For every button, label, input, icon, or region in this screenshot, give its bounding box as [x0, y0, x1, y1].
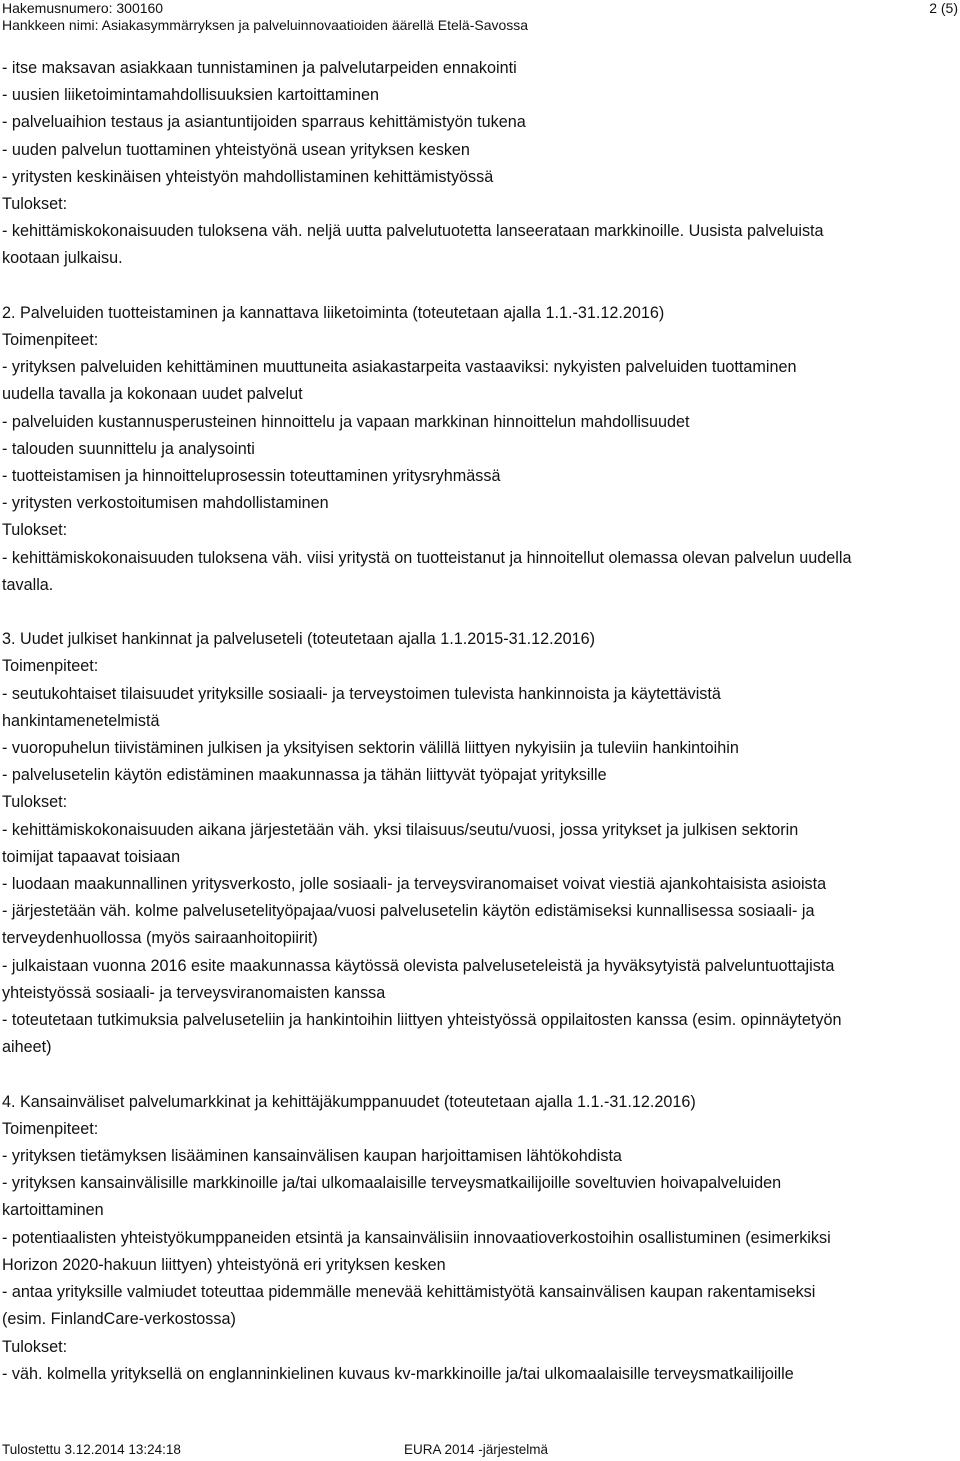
list-item-continuation: kartoittaminen	[2, 1201, 104, 1220]
subsection-label: Tulokset:	[2, 793, 68, 812]
paragraph-gap	[2, 1061, 960, 1088]
list-item: - kehittämiskokonaisuuden tuloksena väh. viisi yritystä on tuotteistanut ja hinnoitellut olemassa olevan palvelun uudella	[2, 548, 852, 567]
list-item-continuation: (esim. FinlandCare-verkostossa)	[2, 1310, 236, 1329]
list-item: - väh. kolmella yrityksellä on englanninkielinen kuvaus kv-markkinoille ja/tai ulkomaalaisille terveysmatkailijoille	[2, 1364, 794, 1383]
list-item: - luodaan maakunnallinen yritysverkosto, jolle sosiaali- ja terveysviranomaiset voivat viestiä ajankohtaisista asioista	[2, 875, 827, 894]
list-item: - uuden palvelun tuottaminen yhteistyönä usean yrityksen kesken	[2, 140, 470, 159]
list-item: - yrityksen tietämyksen lisääminen kansainvälisen kaupan harjoittamisen lähtökohdista	[2, 1147, 622, 1166]
system-name: EURA 2014 -järjestelmä	[404, 1442, 549, 1457]
list-item: - järjestetään väh. kolme palvelusetelityöpajaa/vuosi palvelusetelin käytön edistämiseksi kunnallisessa sosiaali- ja	[2, 902, 815, 921]
list-item: - tuotteistamisen ja hinnoitteluprosessin toteuttaminen yritysryhmässä	[2, 467, 501, 486]
subsection-label: Tulokset:	[2, 1337, 68, 1356]
list-item-continuation: toimijat tapaavat toisiaan	[2, 847, 181, 866]
section-heading: 3. Uudet julkiset hankinnat ja palveluseteli (toteutetaan ajalla 1.1.2015-31.12.2016)	[2, 630, 596, 649]
list-item: - antaa yrityksille valmiudet toteuttaa pidemmälle menevää kehittämistyötä kansainvälisen kaupan rakentamiseksi	[2, 1283, 816, 1302]
list-item: - yrityksen palveluiden kehittäminen muuttuneita asiakastarpeita vastaaviksi: nykyisten palveluiden tuottaminen	[2, 358, 797, 377]
list-item: - yritysten verkostoitumisen mahdollistaminen	[2, 494, 329, 513]
paragraph-gap	[2, 599, 960, 626]
list-item: - potentiaalisten yhteistyökumppaneiden etsintä ja kansainvälisiin innovaatioverkostoihin osallistuminen (esimerkiksi	[2, 1228, 831, 1247]
list-item: - kehittämiskokonaisuuden aikana järjestetään väh. yksi tilaisuus/seutu/vuosi, jossa yritykset ja julkisen sektorin	[2, 820, 799, 839]
paragraph-gap	[2, 273, 960, 300]
subsection-label: Toimenpiteet:	[2, 331, 99, 350]
list-item-continuation: kootaan julkaisu.	[2, 249, 123, 268]
list-item-continuation: uudella tavalla ja kokonaan uudet palvelut	[2, 385, 303, 404]
application-number: Hakemusnumero: 300160	[2, 0, 164, 16]
list-item-continuation: hankintamenetelmistä	[2, 711, 160, 730]
subsection-label: Toimenpiteet:	[2, 1119, 99, 1138]
list-item: - toteutetaan tutkimuksia palveluseteliin ja hankintoihin liittyen yhteistyössä oppilaitosten kanssa (esim. opinnäytetyön	[2, 1011, 842, 1030]
list-item: - palveluaihion testaus ja asiantuntijoiden sparraus kehittämistyön tukena	[2, 113, 526, 132]
list-item: - vuoropuhelun tiivistäminen julkisen ja yksityisen sektorin välillä liittyen nykyisiin ja tuleviin hankintoihin	[2, 739, 739, 758]
list-item: - yritysten keskinäisen yhteistyön mahdollistaminen kehittämistyössä	[2, 167, 494, 186]
list-item-continuation: terveydenhuollossa (myös sairaanhoitopiirit)	[2, 929, 318, 948]
list-item: - yrityksen kansainvälisille markkinoille ja/tai ulkomaalaisille terveysmatkailijoille soveltuvien hoivapalveluiden	[2, 1174, 782, 1193]
list-item-continuation: aiheet)	[2, 1038, 52, 1057]
page-number: 2 (5)	[929, 0, 958, 16]
list-item: - julkaistaan vuonna 2016 esite maakunnassa käytössä olevista palveluseteleistä ja hyväksytyistä palveluntuottajista	[2, 956, 835, 975]
section-heading: 4. Kansainväliset palvelumarkkinat ja kehittäjäkumppanuudet (toteutetaan ajalla 1.1.-31.12.2016)	[2, 1092, 696, 1111]
subsection-label: Toimenpiteet:	[2, 657, 99, 676]
subsection-label: Tulokset:	[2, 521, 68, 540]
section-heading: 2. Palveluiden tuotteistaminen ja kannattava liiketoiminta (toteutetaan ajalla 1.1.-31.12.2016)	[2, 303, 665, 322]
list-item: - kehittämiskokonaisuuden tuloksena väh. neljä uutta palvelutuotetta lanseerataan markkinoille. Uusista palveluista	[2, 222, 824, 241]
list-item: - palvelusetelin käytön edistäminen maakunnassa ja tähän liittyvät työpajat yrityksille	[2, 766, 607, 785]
list-item: - palveluiden kustannusperusteinen hinnoittelu ja vapaan markkinan hinnoittelun mahdollisuudet	[2, 412, 690, 431]
list-item: - uusien liiketoimintamahdollisuuksien kartoittaminen	[2, 86, 379, 105]
list-item: - seutukohtaiset tilaisuudet yrityksille sosiaali- ja terveystoimen tulevista hankinnoista ja käytettävistä	[2, 684, 721, 703]
list-item-continuation: tavalla.	[2, 575, 54, 594]
list-item-continuation: yhteistyössä sosiaali- ja terveysviranomaisten kanssa	[2, 983, 386, 1002]
document-body	[2, 55, 960, 1388]
list-item: - talouden suunnittelu ja analysointi	[2, 439, 255, 458]
list-item-continuation: Horizon 2020-hakuun liittyen) yhteistyönä eri yrityksen kesken	[2, 1255, 446, 1274]
list-item: - itse maksavan asiakkaan tunnistaminen ja palvelutarpeiden ennakointi	[2, 59, 517, 77]
project-name: Hankkeen nimi: Asiakasymmärryksen ja palveluinnovaatioiden äärellä Etelä-Savossa	[2, 17, 529, 33]
print-timestamp: Tulostettu 3.12.2014 13:24:18	[2, 1442, 181, 1457]
subsection-label: Tulokset:	[2, 195, 68, 214]
page-header	[0, 0, 960, 40]
page-footer	[0, 1441, 960, 1459]
